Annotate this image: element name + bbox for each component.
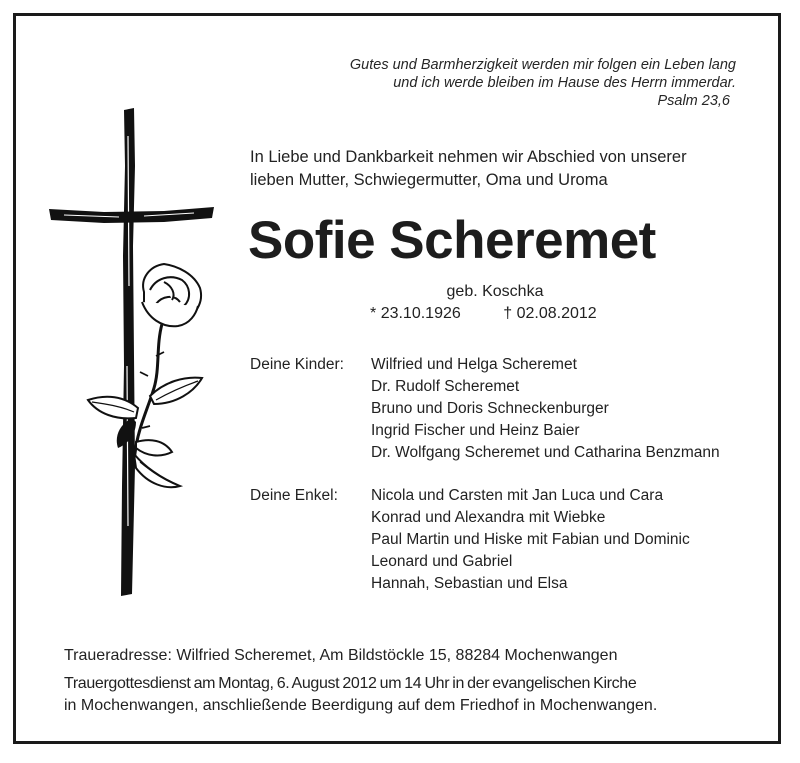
deceased-name: Sofie Scheremet: [248, 211, 656, 270]
list-item: Konrad und Alexandra mit Wiebke: [371, 509, 606, 526]
death-date: 02.08.2012: [516, 305, 597, 322]
list-item: Dr. Wolfgang Scheremet und Catharina Benzmann: [371, 444, 720, 461]
verse-line-1: Gutes und Barmherzigkeit werden mir folgen ein Leben lang: [349, 57, 736, 73]
death-symbol: †: [503, 305, 513, 322]
list-item: Bruno und Doris Schneckenburger: [371, 400, 609, 417]
children-label: Deine Kinder:: [250, 356, 344, 373]
mourning-address: Traueradresse: Wilfried Scheremet, Am Bildstöckle 15, 88284 Mochenwangen: [64, 647, 618, 664]
service-details: [64, 645, 736, 717]
verse-reference: Psalm 23,6: [657, 93, 730, 109]
list-item: Dr. Rudolf Scheremet: [371, 378, 520, 395]
bible-verse: [266, 56, 736, 110]
list-item: Leonard und Gabriel: [371, 553, 513, 570]
children-list: [371, 354, 720, 464]
birth-symbol: *: [370, 305, 377, 322]
maiden-name: geb. Koschka: [446, 283, 544, 300]
list-item: Hannah, Sebastian und Elsa: [371, 575, 568, 592]
grandchildren-list: [371, 485, 690, 595]
list-item: Nicola und Carsten mit Jan Luca und Cara: [371, 487, 664, 504]
service-line-2: in Mochenwangen, anschließende Beerdigung auf dem Friedhof in Mochenwangen.: [64, 697, 658, 714]
farewell-intro: [250, 146, 687, 192]
service-line-1: Trauergottesdienst am Montag, 6. August 2012 um 14 Uhr in der evangelischen Kirche: [64, 675, 637, 692]
list-item: Ingrid Fischer und Heinz Baier: [371, 422, 580, 439]
life-dates: [370, 305, 597, 323]
intro-line-1: In Liebe und Dankbarkeit nehmen wir Abschied von unserer: [250, 148, 687, 166]
intro-line-2: lieben Mutter, Schwiegermutter, Oma und Uroma: [250, 171, 608, 189]
grandchildren-label: Deine Enkel:: [250, 487, 338, 504]
cross-with-rose-icon: [44, 106, 224, 600]
list-item: Wilfried und Helga Scheremet: [371, 356, 577, 373]
list-item: Paul Martin und Hiske mit Fabian und Dominic: [371, 531, 690, 548]
birth-date: 23.10.1926: [380, 305, 461, 322]
verse-line-2: und ich werde bleiben im Hause des Herrn immerdar.: [393, 75, 736, 91]
